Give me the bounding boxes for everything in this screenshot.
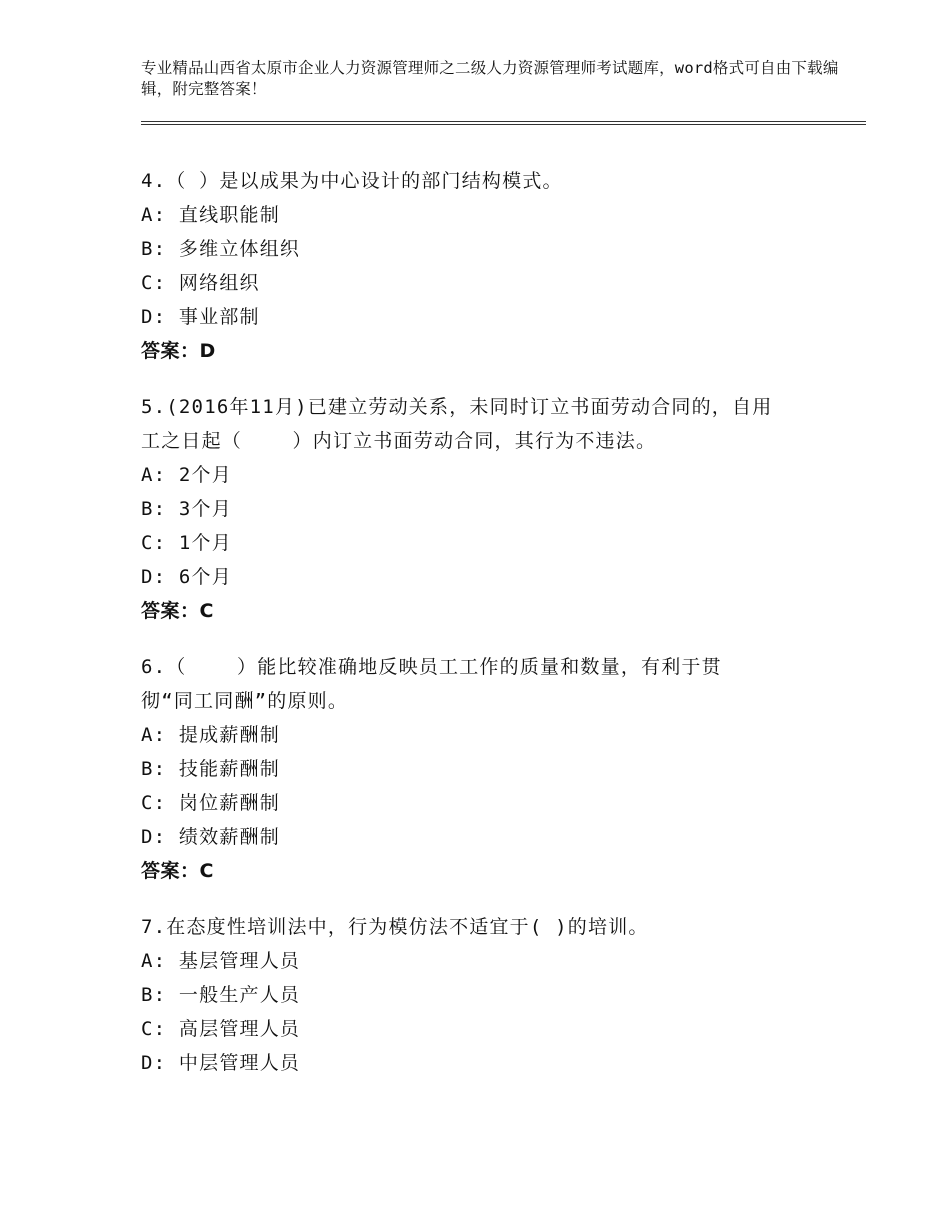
option-a: A: 基层管理人员 bbox=[141, 950, 301, 972]
option-d: D: 事业部制 bbox=[141, 306, 260, 328]
answer: 答案：C bbox=[141, 600, 214, 622]
question-text-continued: 工之日起（ ）内订立书面劳动合同，其行为不违法。 bbox=[141, 430, 657, 452]
option-b: B: 多维立体组织 bbox=[141, 238, 301, 260]
question-list bbox=[141, 164, 821, 1102]
option-a: A: 直线职能制 bbox=[141, 204, 280, 226]
option-b: B: 3个月 bbox=[141, 498, 232, 520]
question-4 bbox=[141, 164, 821, 368]
question-text: 7.在态度性培训法中，行为模仿法不适宜于( )的培训。 bbox=[141, 916, 649, 938]
option-c: C: 网络组织 bbox=[141, 272, 260, 294]
option-b: B: 技能薪酬制 bbox=[141, 758, 280, 780]
option-a: A: 提成薪酬制 bbox=[141, 724, 280, 746]
question-6 bbox=[141, 650, 821, 888]
answer: 答案：C bbox=[141, 860, 214, 882]
option-d: D: 6个月 bbox=[141, 566, 232, 588]
question-text: 5.(2016年11月)已建立劳动关系，未同时订立书面劳动合同的，自用 bbox=[141, 396, 773, 418]
document-header: 专业精品山西省太原市企业人力资源管理师之二级人力资源管理师考试题库，word格式可自由下载编辑，附完整答案！ bbox=[141, 59, 839, 98]
option-c: C: 高层管理人员 bbox=[141, 1018, 301, 1040]
option-d: D: 中层管理人员 bbox=[141, 1052, 301, 1074]
question-7 bbox=[141, 910, 821, 1080]
question-text: 6.（ ）能比较准确地反映员工工作的质量和数量，有利于贯 bbox=[141, 656, 722, 678]
option-c: C: 1个月 bbox=[141, 532, 232, 554]
answer: 答案：D bbox=[141, 340, 216, 362]
question-5 bbox=[141, 390, 821, 628]
question-text-continued: 彻“同工同酬”的原则。 bbox=[141, 690, 349, 712]
option-c: C: 岗位薪酬制 bbox=[141, 792, 280, 814]
option-d: D: 绩效薪酬制 bbox=[141, 826, 280, 848]
header-divider bbox=[141, 121, 866, 125]
option-b: B: 一般生产人员 bbox=[141, 984, 301, 1006]
question-text: 4.（ ）是以成果为中心设计的部门结构模式。 bbox=[141, 170, 563, 192]
option-a: A: 2个月 bbox=[141, 464, 232, 486]
